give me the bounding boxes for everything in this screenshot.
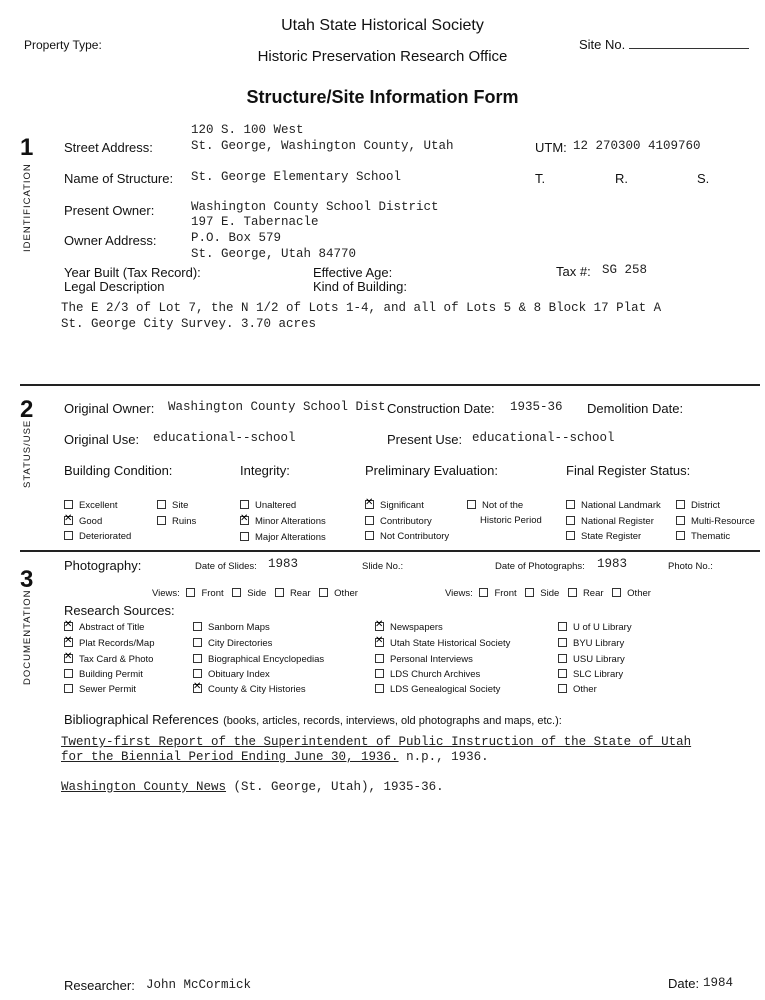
form-title: Structure/Site Information Form — [246, 87, 519, 107]
date-of-slides-value: 1983 — [268, 557, 299, 571]
source-uofu[interactable]: U of U Library — [558, 621, 632, 633]
date-of-photos-label: Date of Photographs: — [495, 561, 585, 572]
checkbox-checked[interactable] — [64, 638, 73, 647]
site-no-line — [629, 38, 749, 49]
effective-age-label: Effective Age: — [313, 265, 393, 280]
range-label: R. — [615, 171, 628, 186]
research-sources-label: Research Sources: — [64, 603, 175, 618]
reference-2: Washington County News (St. George, Utah), 1935-36. — [61, 780, 444, 794]
source-building-permit[interactable]: Building Permit — [64, 668, 143, 680]
checkbox[interactable] — [157, 500, 166, 509]
checkbox[interactable] — [365, 531, 374, 540]
section3-number: 3 — [20, 566, 34, 593]
checkbox[interactable] — [193, 669, 202, 678]
checkbox[interactable] — [64, 531, 73, 540]
researcher-label: Researcher: — [64, 978, 135, 993]
integrity-label: Integrity: — [240, 463, 290, 478]
original-use-label: Original Use: — [64, 432, 140, 447]
original-owner-label: Original Owner: — [64, 401, 155, 416]
checkbox[interactable] — [193, 654, 202, 663]
owner-address-label: Owner Address: — [64, 233, 157, 248]
checkbox[interactable] — [676, 500, 685, 509]
checkbox[interactable] — [566, 531, 575, 540]
checkbox[interactable] — [525, 588, 534, 597]
present-owner-line1: Washington County School District — [191, 200, 439, 214]
source-sanborn[interactable]: Sanborn Maps — [193, 621, 270, 633]
checkbox-checked[interactable] — [375, 622, 384, 631]
owner-address-line2: St. George, Utah 84770 — [191, 247, 357, 261]
checkbox[interactable] — [375, 654, 384, 663]
checkbox[interactable] — [240, 532, 249, 541]
year-built-label: Year Built (Tax Record): — [64, 265, 201, 280]
source-interviews[interactable]: Personal Interviews — [375, 653, 473, 665]
source-tax-card[interactable]: ✕Tax Card & Photo — [64, 653, 153, 665]
date-value: 1984 — [703, 976, 734, 990]
checkbox[interactable] — [566, 500, 575, 509]
checkbox[interactable] — [676, 531, 685, 540]
checkbox[interactable] — [479, 588, 488, 597]
bibliography-heading — [64, 711, 562, 729]
checkbox[interactable] — [157, 516, 166, 525]
checkbox[interactable] — [186, 588, 195, 597]
checkbox[interactable] — [558, 684, 567, 693]
legal-description-label: Legal Description — [64, 279, 165, 294]
checkbox-checked[interactable] — [193, 684, 202, 693]
demolition-date-label: Demolition Date: — [587, 401, 684, 416]
prelim-not-contributory[interactable]: Not Contributory — [365, 530, 449, 542]
structure-name-label: Name of Structure: — [64, 171, 174, 186]
bibliography-label: Bibliographical References — [64, 712, 219, 727]
checkbox-checked[interactable] — [240, 516, 249, 525]
prelim-contributory[interactable]: Contributory — [365, 515, 432, 527]
photo-no-label: Photo No.: — [668, 561, 713, 572]
utm-value: 12 270300 4109760 — [573, 139, 701, 153]
checkbox[interactable] — [558, 654, 567, 663]
reference-1-line2: for the Biennial Period Ending June 30, 1936. n.p., 1936. — [61, 750, 489, 764]
prelim-not-of-period[interactable]: Not of the — [467, 499, 523, 511]
checkbox[interactable] — [558, 669, 567, 678]
site-no — [579, 37, 749, 52]
integrity-minor[interactable]: ✕Minor Alterations — [240, 515, 326, 527]
checkbox-checked[interactable] — [64, 516, 73, 525]
source-county-histories[interactable]: ✕County & City Histories — [193, 683, 306, 695]
source-city-directories[interactable]: City Directories — [193, 637, 272, 649]
checkbox[interactable] — [64, 669, 73, 678]
final-national-register[interactable]: National Register — [566, 515, 654, 527]
prelim-significant[interactable]: ✕Significant — [365, 499, 424, 511]
views-label: Views: — [445, 588, 473, 599]
source-lds-archives[interactable]: LDS Church Archives — [375, 668, 480, 680]
source-byu[interactable]: BYU Library — [558, 637, 624, 649]
original-use-value: educational--school — [153, 431, 296, 445]
condition-deteriorated[interactable]: Deteriorated — [64, 530, 131, 542]
property-type-label: Property Type: — [24, 38, 102, 52]
source-abstract[interactable]: ✕Abstract of Title — [64, 621, 144, 633]
checkbox[interactable] — [193, 622, 202, 631]
construction-date-label: Construction Date: — [387, 401, 495, 416]
section3-side-label: DOCUMENTATION — [22, 589, 33, 685]
township-label: T. — [535, 171, 546, 186]
checkbox-checked[interactable] — [64, 654, 73, 663]
type-ruins[interactable]: Ruins — [157, 515, 196, 527]
section-divider-1 — [20, 384, 760, 386]
office-name: Historic Preservation Research Office — [257, 48, 508, 65]
checkbox[interactable] — [275, 588, 284, 597]
building-condition-label: Building Condition: — [64, 463, 173, 478]
source-ushs[interactable]: ✕Utah State Historical Society — [375, 637, 510, 649]
checkbox[interactable] — [612, 588, 621, 597]
owner-address-line1: P.O. Box 579 — [191, 231, 282, 245]
present-owner-line2: 197 E. Tabernacle — [191, 215, 319, 229]
condition-excellent[interactable]: Excellent — [64, 499, 118, 511]
checkbox[interactable] — [558, 638, 567, 647]
checkbox[interactable] — [375, 684, 384, 693]
source-slc[interactable]: SLC Library — [558, 668, 623, 680]
checkbox[interactable] — [676, 516, 685, 525]
source-usu[interactable]: USU Library — [558, 653, 625, 665]
section2-side-label: STATUS/USE — [22, 419, 33, 488]
tax-number-value: SG 258 — [602, 263, 648, 277]
checkbox[interactable] — [240, 500, 249, 509]
street-address-label: Street Address: — [64, 140, 153, 155]
final-thematic[interactable]: Thematic — [676, 530, 730, 542]
checkbox[interactable] — [193, 638, 202, 647]
section1-number: 1 — [20, 134, 34, 161]
integrity-major[interactable]: Major Alterations — [240, 531, 326, 543]
condition-good[interactable]: ✕Good — [64, 515, 102, 527]
section2-number: 2 — [20, 396, 34, 423]
street-address-line1: 120 S. 100 West — [191, 123, 304, 137]
section-label: S. — [697, 171, 710, 186]
original-owner-value: Washington County School Dist — [168, 400, 386, 414]
checkbox[interactable] — [566, 516, 575, 525]
checkbox-checked[interactable] — [375, 638, 384, 647]
utm-label: UTM: — [535, 140, 567, 155]
checkbox[interactable] — [568, 588, 577, 597]
org-name: Utah State Historical Society — [281, 17, 484, 34]
final-multi-resource[interactable]: Multi-Resource — [676, 515, 755, 527]
date-of-slides-label: Date of Slides: — [195, 561, 257, 572]
present-use-label: Present Use: — [387, 432, 463, 447]
construction-date-value: 1935-36 — [510, 400, 563, 414]
preliminary-evaluation-label: Preliminary Evaluation: — [365, 463, 498, 478]
present-use-value: educational--school — [472, 431, 615, 445]
legal-description-line2: St. George City Survey. 3.70 acres — [61, 317, 317, 331]
final-state-register[interactable]: State Register — [566, 530, 641, 542]
photo-views: Views: Front Side Rear Other — [445, 588, 651, 599]
checkbox-checked[interactable] — [64, 622, 73, 631]
source-plat[interactable]: ✕Plat Records/Map — [64, 637, 155, 649]
section1-side-label: IDENTIFICATION — [22, 163, 33, 252]
reference-1-line1: Twenty-first Report of the Superintendent of Public Instruction of the State of Utah — [61, 735, 692, 749]
checkbox[interactable] — [319, 588, 328, 597]
checkbox[interactable] — [558, 622, 567, 631]
checkbox[interactable] — [232, 588, 241, 597]
photography-label: Photography: — [64, 558, 142, 573]
checkbox[interactable] — [467, 500, 476, 509]
checkbox-checked[interactable] — [365, 500, 374, 509]
views-label: Views: — [152, 588, 180, 599]
source-lds-genealogical[interactable]: LDS Genealogical Society — [375, 683, 500, 695]
checkbox[interactable] — [64, 684, 73, 693]
source-obituary[interactable]: Obituary Index — [193, 668, 270, 680]
slide-no-label: Slide No.: — [362, 561, 404, 572]
checkbox[interactable] — [365, 516, 374, 525]
source-newspapers[interactable]: ✕Newspapers — [375, 621, 443, 633]
checkbox[interactable] — [375, 669, 384, 678]
source-other[interactable]: Other — [558, 683, 597, 695]
present-owner-label: Present Owner: — [64, 203, 155, 218]
site-no-label: Site No. — [579, 37, 626, 52]
kind-of-building-label: Kind of Building: — [313, 279, 407, 294]
final-register-label: Final Register Status: — [566, 463, 691, 478]
checkbox[interactable] — [64, 500, 73, 509]
not-of-period-line2: Historic Period — [480, 515, 542, 526]
legal-description-line1: The E 2/3 of Lot 7, the N 1/2 of Lots 1-4, and all of Lots 5 & 8 Block 17 Plat A — [61, 301, 662, 315]
bibliography-note: (books, articles, records, interviews, old photographs and maps, etc.): — [223, 715, 562, 727]
type-site[interactable]: Site — [157, 499, 188, 511]
slide-views: Views: Front Side Rear Other — [152, 588, 358, 599]
date-label: Date: — [668, 976, 700, 991]
street-address-line2: St. George, Washington County, Utah — [191, 139, 454, 153]
final-national-landmark[interactable]: National Landmark — [566, 499, 661, 511]
date-of-photos-value: 1983 — [597, 557, 628, 571]
source-sewer-permit[interactable]: Sewer Permit — [64, 683, 136, 695]
final-district[interactable]: District — [676, 499, 720, 511]
section-divider-2 — [20, 550, 760, 552]
researcher-value: John McCormick — [146, 978, 252, 992]
structure-name-value: St. George Elementary School — [191, 170, 402, 184]
source-biographical[interactable]: Biographical Encyclopedias — [193, 653, 324, 665]
integrity-unaltered[interactable]: Unaltered — [240, 499, 296, 511]
tax-number-label: Tax #: — [556, 264, 591, 279]
